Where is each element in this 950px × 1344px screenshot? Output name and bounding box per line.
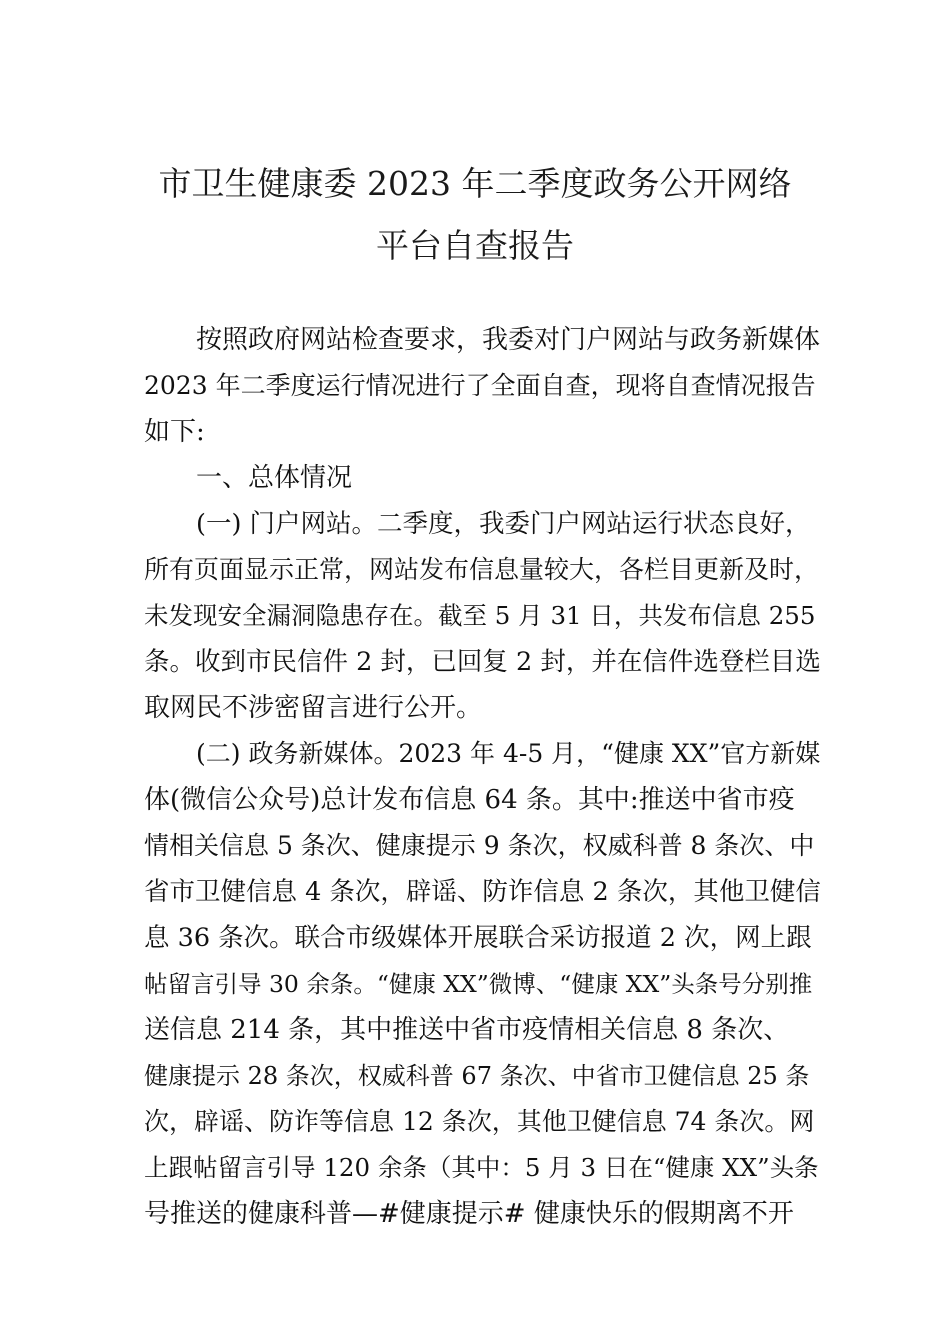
body-line: 2023 年二季度运行情况进行了全面自查，现将自查情况报告 bbox=[144, 371, 816, 400]
document-title-line-1: 市卫生健康委 2023 年二季度政务公开网络 bbox=[158, 164, 792, 203]
body-line: 如下: bbox=[144, 417, 205, 447]
body-line: 按照政府网站检查要求，我委对门户网站与政务新媒体 bbox=[196, 325, 821, 355]
body-line: 送信息 214 条，其中推送中省市疫情相关信息 8 条次、 bbox=[144, 1015, 790, 1045]
body-line: 次，辟谣、防诈等信息 12 条次，其他卫健信息 74 条次。网 bbox=[144, 1107, 815, 1136]
body-line: 体(微信公众号)总计发布信息 64 条。其中:推送中省市疫 bbox=[144, 785, 795, 815]
body-line: 息 36 条次。联合市级媒体开展联合采访报道 2 次，网上跟 bbox=[144, 923, 812, 953]
body-line: 未发现安全漏洞隐患存在。截至 5 月 31 日，共发布信息 255 bbox=[144, 601, 816, 630]
document-title-line-2: 平台自查报告 bbox=[376, 226, 574, 265]
body-line: 取网民不涉密留言进行公开。 bbox=[144, 693, 483, 723]
body-line: 上跟帖留言引导 120 余条（其中：5 月 3 日在“健康 XX”头条 bbox=[144, 1153, 819, 1182]
section-heading: 一、总体情况 bbox=[196, 463, 353, 493]
body-line: 号推送的健康科普—#健康提示# 健康快乐的假期离不开 bbox=[144, 1199, 794, 1229]
body-line: 条。收到市民信件 2 封，已回复 2 封，并在信件选登栏目选 bbox=[144, 647, 821, 677]
body-line: (一) 门户网站。二季度，我委门户网站运行状态良好， bbox=[196, 509, 811, 539]
body-line: 情相关信息 5 条次、健康提示 9 条次，权威科普 8 条次、中 bbox=[144, 831, 815, 860]
body-line: 帖留言引导 30 余条。“健康 XX”微博、“健康 XX”头条号分别推 bbox=[144, 970, 813, 998]
body-line: 省市卫健信息 4 条次，辟谣、防诈信息 2 条次，其他卫健信 bbox=[144, 877, 821, 907]
body-line: 所有页面显示正常，网站发布信息量较大，各栏目更新及时， bbox=[144, 555, 820, 584]
body-line: 健康提示 28 条次，权威科普 67 条次、中省市卫健信息 25 条 bbox=[144, 1062, 810, 1090]
body-line: (二) 政务新媒体。2023 年 4-5 月，“健康 XX”官方新媒 bbox=[196, 739, 821, 768]
